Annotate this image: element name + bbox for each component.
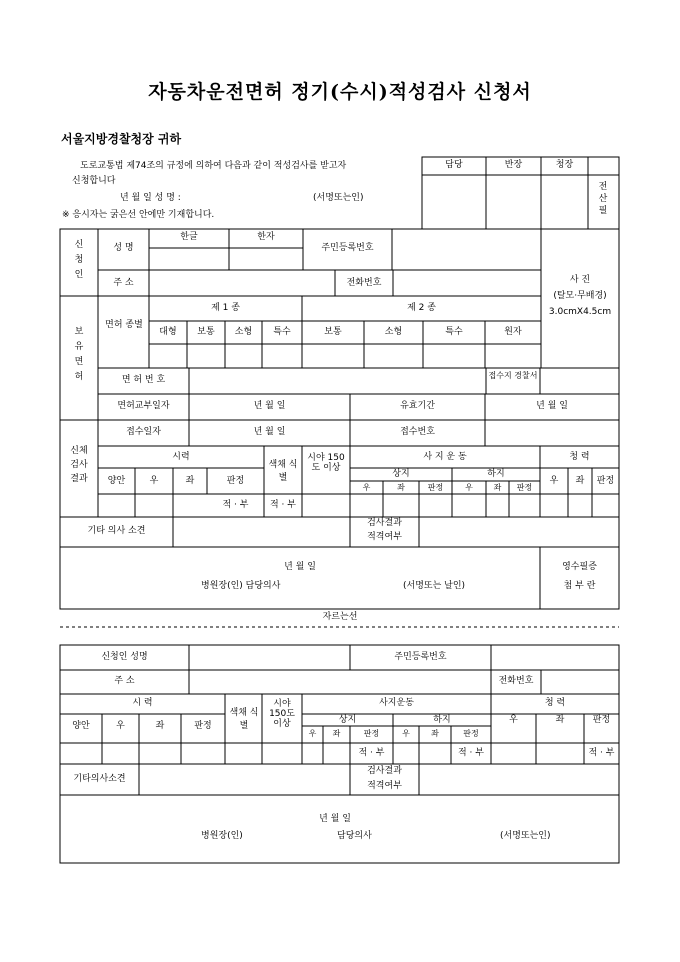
form-title: 자동차운전면허 정기(수시)적성검사 신청서 — [148, 81, 532, 103]
hearing-judge: 판정 — [596, 476, 615, 486]
date-sign-line: 년 월 일 성 명 : — [120, 193, 181, 203]
hanja-label: 한자 — [257, 232, 275, 242]
vision-pass-fail: 적 · 부 — [222, 500, 249, 510]
valid-period-value: 년 월 일 — [536, 401, 568, 411]
intro-text: 도로교통법 제74조의 규정에 의하여 다음과 같이 적성검사를 받고자 — [80, 161, 347, 171]
stub-vision-left: 좌 — [155, 721, 165, 731]
class2-small: 소형 — [384, 327, 403, 337]
license-number-label: 면 허 번 호 — [121, 375, 166, 385]
lower-right: 우 — [465, 483, 473, 492]
address-label: 주 소 — [113, 278, 134, 288]
upper-limb-label: 상지 — [392, 469, 410, 479]
notice-text: ※ 응시자는 굵은선 안에만 기재합니다. — [62, 210, 215, 220]
class1-small: 소형 — [234, 327, 253, 337]
sign-note: (서명또는인) — [313, 193, 364, 203]
class1-large: 대형 — [159, 327, 177, 337]
stub-vision-both: 양안 — [72, 721, 90, 731]
receipt-attach-label: 첨 부 란 — [563, 581, 596, 591]
class2-regular: 보통 — [324, 327, 342, 337]
stub-upper-pass-fail: 적 · 부 — [358, 748, 385, 758]
stub-doctor-opinion-label: 기타의사소견 — [73, 774, 126, 784]
exam-result-label: 검사결과 — [367, 518, 402, 528]
license-type-label: 면허 종별 — [105, 320, 143, 330]
class1-label: 제 1 종 — [211, 303, 240, 313]
color-pass-fail: 적 · 부 — [270, 500, 296, 510]
stub-phone-label: 전화번호 — [498, 676, 534, 686]
valid-period-label: 유효기간 — [400, 401, 435, 411]
signoff-date: 년 월 일 — [284, 562, 316, 572]
stub-vision-right: 우 — [116, 721, 125, 731]
vision-both: 양안 — [107, 476, 126, 486]
vision-left: 좌 — [185, 476, 195, 486]
applicant-section-label: 신 청 인 — [74, 240, 84, 280]
stub-lower-left: 좌 — [431, 729, 439, 738]
stub-pass-status-label: 적격여부 — [367, 781, 402, 791]
stub-sign-note: (서명또는인) — [500, 831, 551, 841]
stub-upper-label: 상지 — [338, 715, 357, 725]
signoff-sign-note: (서명또는 날인) — [403, 581, 466, 591]
stub-hearing-pass-fail: 적 · 부 — [588, 748, 615, 758]
field-label: 시야 150도 이상 — [307, 453, 345, 473]
upper-right: 우 — [362, 483, 371, 492]
lower-left: 좌 — [493, 483, 502, 492]
vision-judge: 판정 — [226, 476, 245, 486]
stub-vision-label: 시 력 — [132, 698, 153, 708]
lower-judge: 판정 — [516, 483, 533, 492]
stub-upper-right: 우 — [308, 729, 317, 738]
stub-vision-judge: 판정 — [194, 721, 212, 731]
limbs-label: 사 지 운 동 — [423, 452, 467, 462]
class2-label: 제 2 종 — [407, 303, 436, 313]
korean-label: 한글 — [180, 232, 198, 242]
stub-resident-no-label: 주민등록번호 — [394, 652, 447, 662]
vision-right: 우 — [149, 476, 159, 486]
stub-result-label: 검사결과 — [367, 766, 402, 776]
stub-hearing-label: 청 력 — [544, 698, 566, 708]
hearing-right: 우 — [549, 476, 559, 486]
photo-size: 3.0cmX4.5cm — [548, 307, 612, 317]
lower-limb-label: 하지 — [487, 469, 505, 479]
issue-date-value: 년 월 일 — [253, 401, 286, 411]
class2-special: 특수 — [445, 327, 463, 337]
stub-address-label: 주 소 — [114, 676, 135, 686]
stub-lower-right: 우 — [402, 729, 410, 738]
class1-special: 특수 — [273, 327, 291, 337]
stub-limbs-label: 사지운동 — [379, 698, 414, 708]
signoff-hospital: 병원장(인) 담당의사 — [201, 581, 281, 591]
upper-judge: 판정 — [427, 483, 444, 492]
approval-chief: 청장 — [555, 160, 574, 170]
hearing-left: 좌 — [575, 476, 585, 486]
class1-regular: 보통 — [197, 327, 215, 337]
vision-label: 시력 — [172, 452, 190, 462]
stub-doctor: 담당의사 — [337, 831, 372, 841]
intro-text-2: 신청합니다 — [72, 176, 116, 186]
stub-date: 년 월 일 — [319, 814, 351, 824]
upper-left: 좌 — [397, 483, 405, 492]
doctor-opinion-label: 기타 의사 소견 — [87, 526, 146, 536]
class2-moped: 원자 — [504, 327, 522, 337]
color-label: 색채 식별 — [268, 460, 298, 483]
receiving-station-label: 접수지 경찰서 — [488, 371, 538, 380]
receipt-date-label: 접수일자 — [126, 427, 161, 437]
stub-lower-judge: 판정 — [463, 729, 479, 738]
stub-hearing-right: 우 — [509, 715, 518, 725]
photo-label: 사 진 — [569, 275, 591, 285]
stub-hearing-judge: 판정 — [592, 715, 611, 725]
resident-no-label: 주민등록번호 — [321, 243, 374, 253]
receipt-date-value: 년 월 일 — [253, 427, 286, 437]
issue-date-label: 면허교부일자 — [117, 401, 170, 411]
stub-lower-pass-fail: 적 · 부 — [458, 748, 484, 758]
stub-name-label: 신청인 성명 — [101, 652, 148, 662]
approval-head: 반장 — [504, 160, 523, 170]
cut-line-label: 자르는선 — [322, 612, 358, 622]
stub-upper-judge: 판정 — [363, 729, 380, 738]
pass-status-label: 적격여부 — [367, 532, 402, 542]
stub-hearing-left: 좌 — [555, 715, 565, 725]
stub-hospital: 병원장(인) — [201, 831, 243, 841]
receipt-stamp-label: 영수필증 — [562, 562, 597, 572]
stub-lower-label: 하지 — [433, 715, 451, 725]
photo-note: (탈모·무배경) — [553, 291, 607, 301]
stub-upper-left: 좌 — [332, 729, 341, 738]
receipt-no-label: 접수번호 — [400, 427, 435, 437]
hearing-label: 청 력 — [569, 452, 590, 462]
authority-heading: 서울지방경찰청장 귀하 — [61, 132, 182, 146]
exam-section-label: 신체 검사 결과 — [70, 446, 88, 484]
phone-label: 전화번호 — [346, 278, 382, 288]
approval-checked: 전 산 필 — [598, 182, 608, 216]
stub-field-label: 시야 150도 이상 — [269, 699, 295, 729]
stub-color-label: 색채 식별 — [229, 708, 259, 731]
approval-staff: 담당 — [445, 160, 463, 170]
name-label: 성 명 — [113, 243, 134, 253]
license-section-label: 보 유 면 허 — [74, 327, 84, 382]
